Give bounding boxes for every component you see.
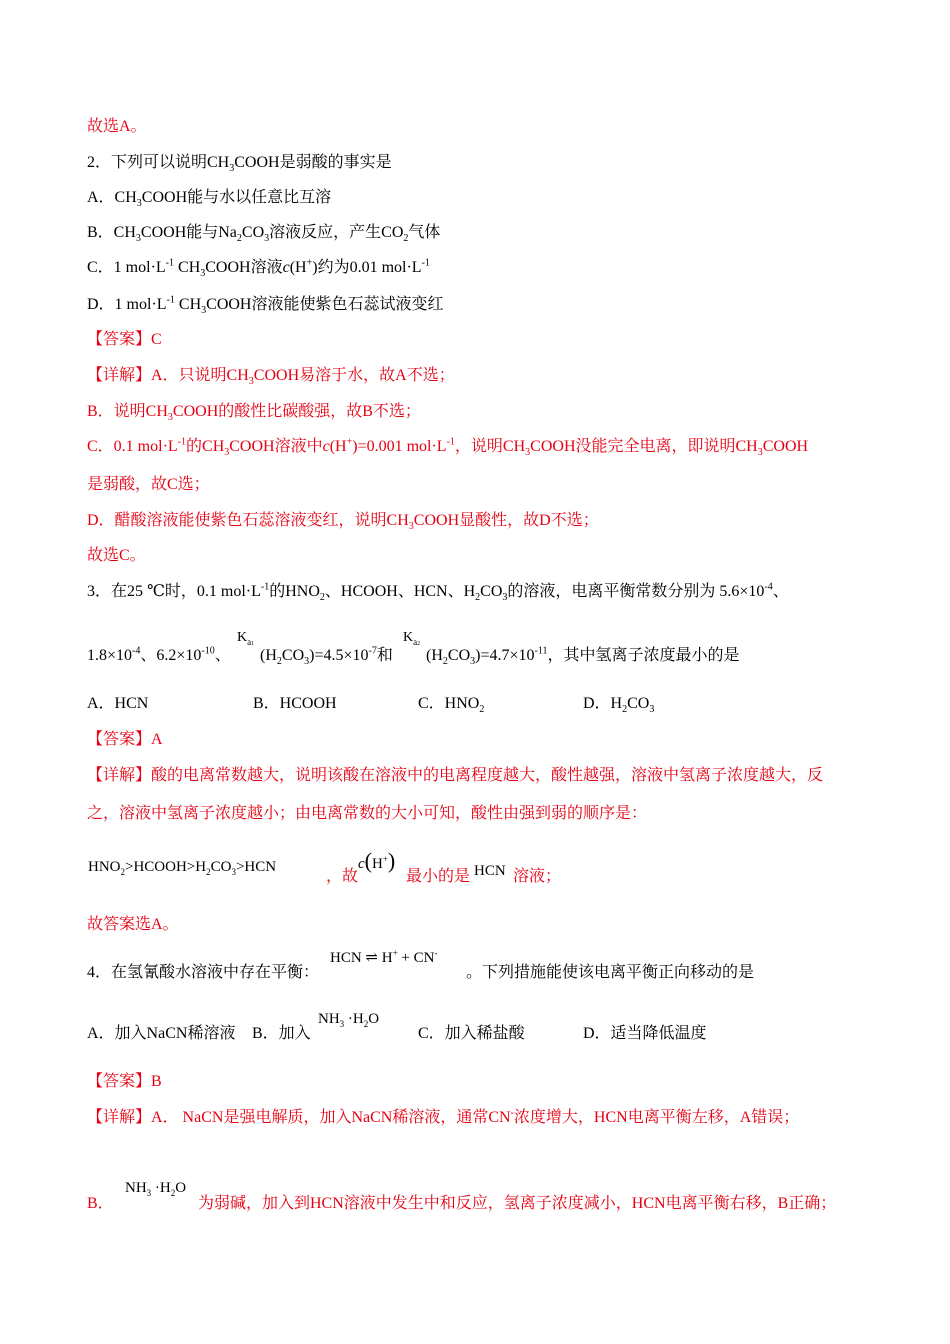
question-4-explanation-a: 【详解】A． NaCN是强电解质，加入NaCN稀溶液，通常CN-浓度增大，HCN电离平衡左移，A错误； bbox=[87, 1107, 800, 1126]
ka2-formula: $K_{a2}$ bbox=[403, 630, 421, 647]
question-3-explanation-line1: 【详解】酸的电离常数越大，说明该酸在溶液中的电离程度越大，酸性越强，溶液中氢离子浓度越大，反 bbox=[87, 767, 824, 784]
question-4-answer: 【答案】B bbox=[87, 1073, 162, 1090]
question-2-answer: 【答案】C bbox=[87, 331, 162, 348]
question-3-explanation-line2: 之，溶液中氢离子浓度越小；由电离常数的大小可知，酸性由强到弱的顺序是： bbox=[87, 805, 648, 822]
question-4-stem-b: 。下列措施能使该电离平衡正向移动的是 bbox=[466, 964, 755, 981]
question-2-explanation-c-cont: 是弱酸，故C选； bbox=[87, 476, 210, 493]
ka1-formula: $K_{a1}$ bbox=[237, 630, 255, 647]
question-3-stem-line1: 3．在25 ℃时，0.1 $mol\cdot L^{-1}$的$HNO_2$、HCOOH、HCN、$H_2CO_3$的溶液，电离平衡常数分别为 $5.6\times 10^{-4}$、 bbox=[87, 581, 789, 604]
question-4-option-d: D．适当降低温度 bbox=[583, 1025, 707, 1042]
question-3-conclusion: 故答案选A。 bbox=[87, 916, 179, 933]
question-2-explanation-c: C．0.1 $mol\cdot L^{-1}$的$CH_3COOH$溶液中c(H+)=0.001 $mol\cdot L^{-1}$，说明$CH_3COOH$没能完全电离，即说明$CH_3COOH$ bbox=[87, 436, 809, 459]
question-3-explanation-solution: 溶液； bbox=[513, 868, 562, 885]
ammonia-hydrate-formula: $NH_3 \cdot H_2O$ bbox=[318, 1011, 380, 1029]
question-3-option-c: C．$HNO_2$ bbox=[418, 695, 485, 716]
question-4-explanation-b: 为弱碱，加入到HCN溶液中发生中和反应，氢离子浓度减小，HCN电离平衡右移，B正确； bbox=[198, 1195, 837, 1212]
question-2-option-a: A．$CH_3COOH$能与水以任意比互溶 bbox=[87, 189, 332, 210]
question-3-option-b: B．HCOOH bbox=[253, 695, 337, 712]
question-2-explanation-a: 【详解】A．只说明$CH_3COOH$易溶于水，故A不选； bbox=[87, 367, 455, 388]
question-2-explanation-b: B．说明$CH_3COOH$的酸性比碳酸强，故B不选； bbox=[87, 403, 421, 424]
question-3-answer: 【答案】A bbox=[87, 731, 163, 748]
question-4-explanation-b-label: B． bbox=[87, 1195, 114, 1212]
question-4-option-a: A．加入NaCN稀溶液 bbox=[87, 1025, 236, 1042]
question-3-stem-line2b: $(H_2CO_3)=4.5\times 10^{-7}$和 bbox=[260, 645, 393, 668]
question-3-stem-line2c: $(H_2CO_3)=4.7\times 10^{-11}$，其中氢离子浓度最小的是 bbox=[426, 645, 740, 668]
question-2-explanation-d: D．醋酸溶液能使紫色石蕊溶液变红，说明$CH_3COOH$显酸性，故D不选； bbox=[87, 512, 599, 533]
question-2-conclusion: 故选C。 bbox=[87, 547, 146, 564]
question-4-stem-a: 4．在氢氰酸水溶液中存在平衡： bbox=[87, 964, 320, 981]
question-2-stem: 2．下列可以说明$CH_3COOH$是弱酸的事实是 bbox=[87, 154, 392, 175]
question-2-option-d: D．1 $mol\cdot L^{-1}$ $CH_3COOH$溶液能使紫色石蕊试液变红 bbox=[87, 294, 444, 317]
conclusion-q1: 故选A。 bbox=[87, 118, 147, 135]
question-3-explanation-min: 最小的是 bbox=[406, 868, 471, 885]
hcn-ionization-equation: HCN ⇌ H+ + CN- bbox=[330, 948, 438, 966]
question-2-option-b: B．$CH_3COOH$能与$Na_2CO_3$溶液反应，产生$CO_2$气体 bbox=[87, 224, 441, 245]
acidity-order-formula: $HNO_2>HCOOH>H_2CO_3>HCN$ bbox=[88, 859, 277, 877]
question-3-stem-line2a: $1.8\times 10^{-4}$、$6.2\times 10^{-10}$、 bbox=[87, 645, 231, 664]
question-3-explanation-so: ，故 bbox=[326, 868, 359, 885]
question-4-option-c: C．加入稀盐酸 bbox=[418, 1025, 525, 1042]
question-2-option-c: C．1 $mol\cdot L^{-1}$ $CH_3COOH$溶液c(H+)约为0.01 $mol\cdot L^{-1}$ bbox=[87, 257, 430, 280]
question-4-option-b: B．加入 bbox=[252, 1025, 311, 1042]
hydrogen-ion-concentration-formula: c(H+) bbox=[358, 848, 396, 873]
ammonia-hydrate-formula-explanation: $NH_3 \cdot H_2O$ bbox=[125, 1180, 187, 1198]
question-3-option-a: A．HCN bbox=[87, 695, 149, 712]
hcn-formula: HCN bbox=[474, 863, 506, 879]
question-3-option-d: D．$H_2CO_3$ bbox=[583, 695, 655, 716]
